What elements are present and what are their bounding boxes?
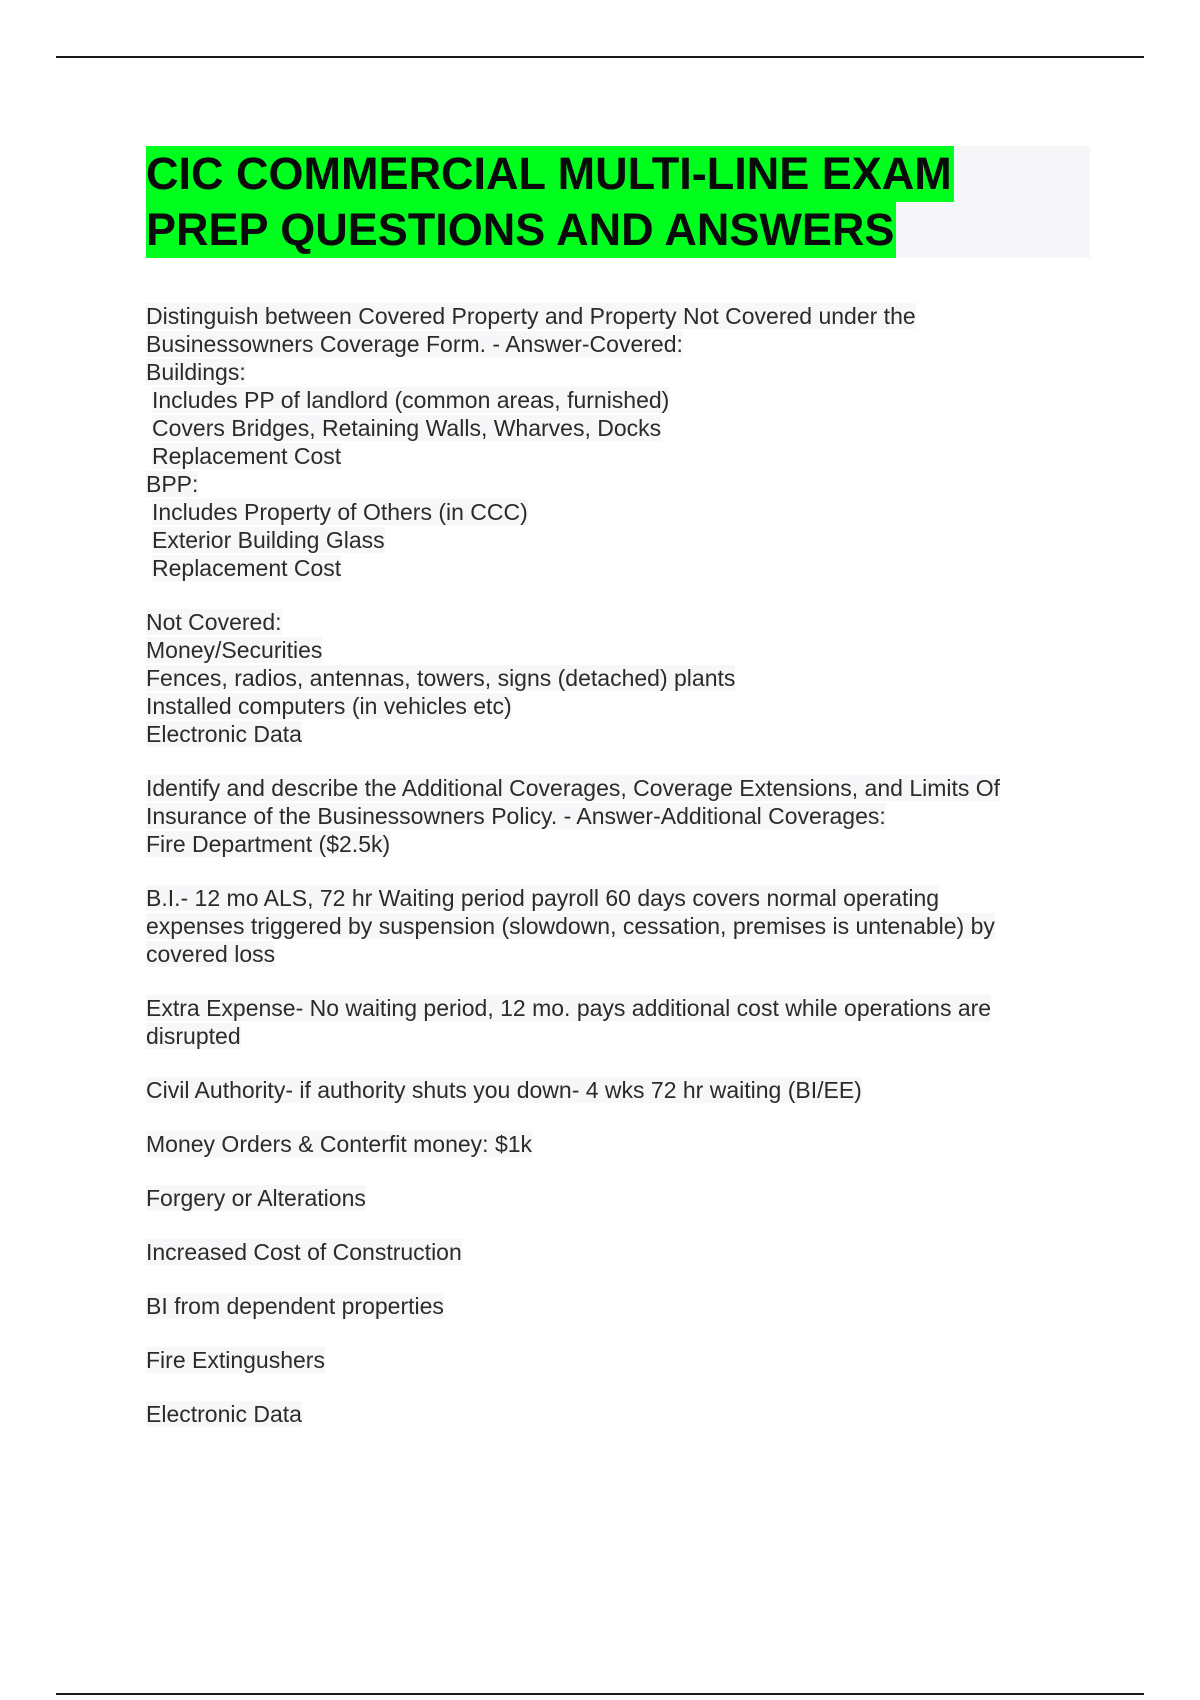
- text-line: [146, 554, 1086, 582]
- line-text: Fire Extingushers: [146, 1347, 325, 1373]
- paragraph: [146, 1238, 1086, 1266]
- top-rule: [56, 56, 1144, 58]
- line-text: BI from dependent properties: [146, 1293, 444, 1319]
- text-line: [146, 664, 1086, 692]
- text-line: [146, 912, 1086, 940]
- paragraph: [146, 1130, 1086, 1158]
- line-text: Electronic Data: [146, 1401, 302, 1427]
- line-text: Distinguish between Covered Property and Property Not Covered under the: [146, 303, 916, 329]
- text-line: [146, 774, 1086, 802]
- text-line: [146, 1292, 1086, 1320]
- document-body: [146, 302, 1086, 1454]
- text-line: [146, 692, 1086, 720]
- text-line: [146, 470, 1086, 498]
- line-text: Installed computers (in vehicles etc): [146, 693, 512, 719]
- text-line: [146, 526, 1086, 554]
- line-text: Includes PP of landlord (common areas, furnished): [152, 387, 670, 413]
- text-line: [146, 830, 1086, 858]
- title-block: [146, 146, 1090, 258]
- paragraph: [146, 994, 1086, 1050]
- line-text: expenses triggered by suspension (slowdown, cessation, premises is untenable) by: [146, 913, 995, 939]
- paragraph: [146, 1400, 1086, 1428]
- text-line: [146, 330, 1086, 358]
- line-text: Includes Property of Others (in CCC): [152, 499, 528, 525]
- paragraph: [146, 1346, 1086, 1374]
- text-line: [146, 1238, 1086, 1266]
- line-text: Extra Expense- No waiting period, 12 mo. pays additional cost while operations are: [146, 995, 992, 1021]
- line-text: disrupted: [146, 1023, 241, 1049]
- text-line: [146, 608, 1086, 636]
- line-text: Fire Department ($2.5k): [146, 831, 391, 857]
- line-text: Covers Bridges, Retaining Walls, Wharves, Docks: [152, 415, 662, 441]
- paragraph: [146, 884, 1086, 968]
- text-line: [146, 1076, 1086, 1104]
- text-line: [146, 994, 1086, 1022]
- paragraph: [146, 1184, 1086, 1212]
- paragraph: [146, 1292, 1086, 1320]
- line-text: Electronic Data: [146, 721, 302, 747]
- line-text: Replacement Cost: [152, 443, 342, 469]
- line-text: Replacement Cost: [152, 555, 342, 581]
- line-text: covered loss: [146, 941, 276, 967]
- text-line: [146, 884, 1086, 912]
- document-title-line-2: PREP QUESTIONS AND ANSWERS: [146, 202, 896, 258]
- bottom-rule: [56, 1693, 1144, 1695]
- text-line: [146, 1022, 1086, 1050]
- line-text: B.I.- 12 mo ALS, 72 hr Waiting period payroll 60 days covers normal operating: [146, 885, 940, 911]
- paragraph: [146, 302, 1086, 582]
- text-line: [146, 940, 1086, 968]
- text-line: [146, 1346, 1086, 1374]
- text-line: [146, 1184, 1086, 1212]
- line-text: Fences, radios, antennas, towers, signs (detached) plants: [146, 665, 736, 691]
- line-text: Civil Authority- if authority shuts you down- 4 wks 72 hr waiting (BI/EE): [146, 1077, 862, 1103]
- line-text: Not Covered:: [146, 609, 282, 635]
- line-text: Increased Cost of Construction: [146, 1239, 462, 1265]
- text-line: [146, 636, 1086, 664]
- text-line: [146, 386, 1086, 414]
- line-text: Identify and describe the Additional Coverages, Coverage Extensions, and Limits Of: [146, 775, 1001, 801]
- text-line: [146, 358, 1086, 386]
- line-text: Buildings:: [146, 359, 246, 385]
- text-line: [146, 442, 1086, 470]
- document-title-line-1: CIC COMMERCIAL MULTI-LINE EXAM: [146, 146, 954, 202]
- paragraph: [146, 1076, 1086, 1104]
- line-text: Forgery or Alterations: [146, 1185, 366, 1211]
- text-line: [146, 802, 1086, 830]
- line-text: Businessowners Coverage Form. - Answer-Covered:: [146, 331, 683, 357]
- line-text: Money/Securities: [146, 637, 323, 663]
- text-line: [146, 720, 1086, 748]
- line-text: Money Orders & Conterfit money: $1k: [146, 1131, 533, 1157]
- text-line: [146, 414, 1086, 442]
- line-text: Insurance of the Businessowners Policy. - Answer-Additional Coverages:: [146, 803, 886, 829]
- text-line: [146, 1130, 1086, 1158]
- text-line: [146, 498, 1086, 526]
- line-text: Exterior Building Glass: [152, 527, 385, 553]
- line-text: BPP:: [146, 471, 199, 497]
- paragraph: [146, 608, 1086, 748]
- paragraph: [146, 774, 1086, 858]
- text-line: [146, 302, 1086, 330]
- text-line: [146, 1400, 1086, 1428]
